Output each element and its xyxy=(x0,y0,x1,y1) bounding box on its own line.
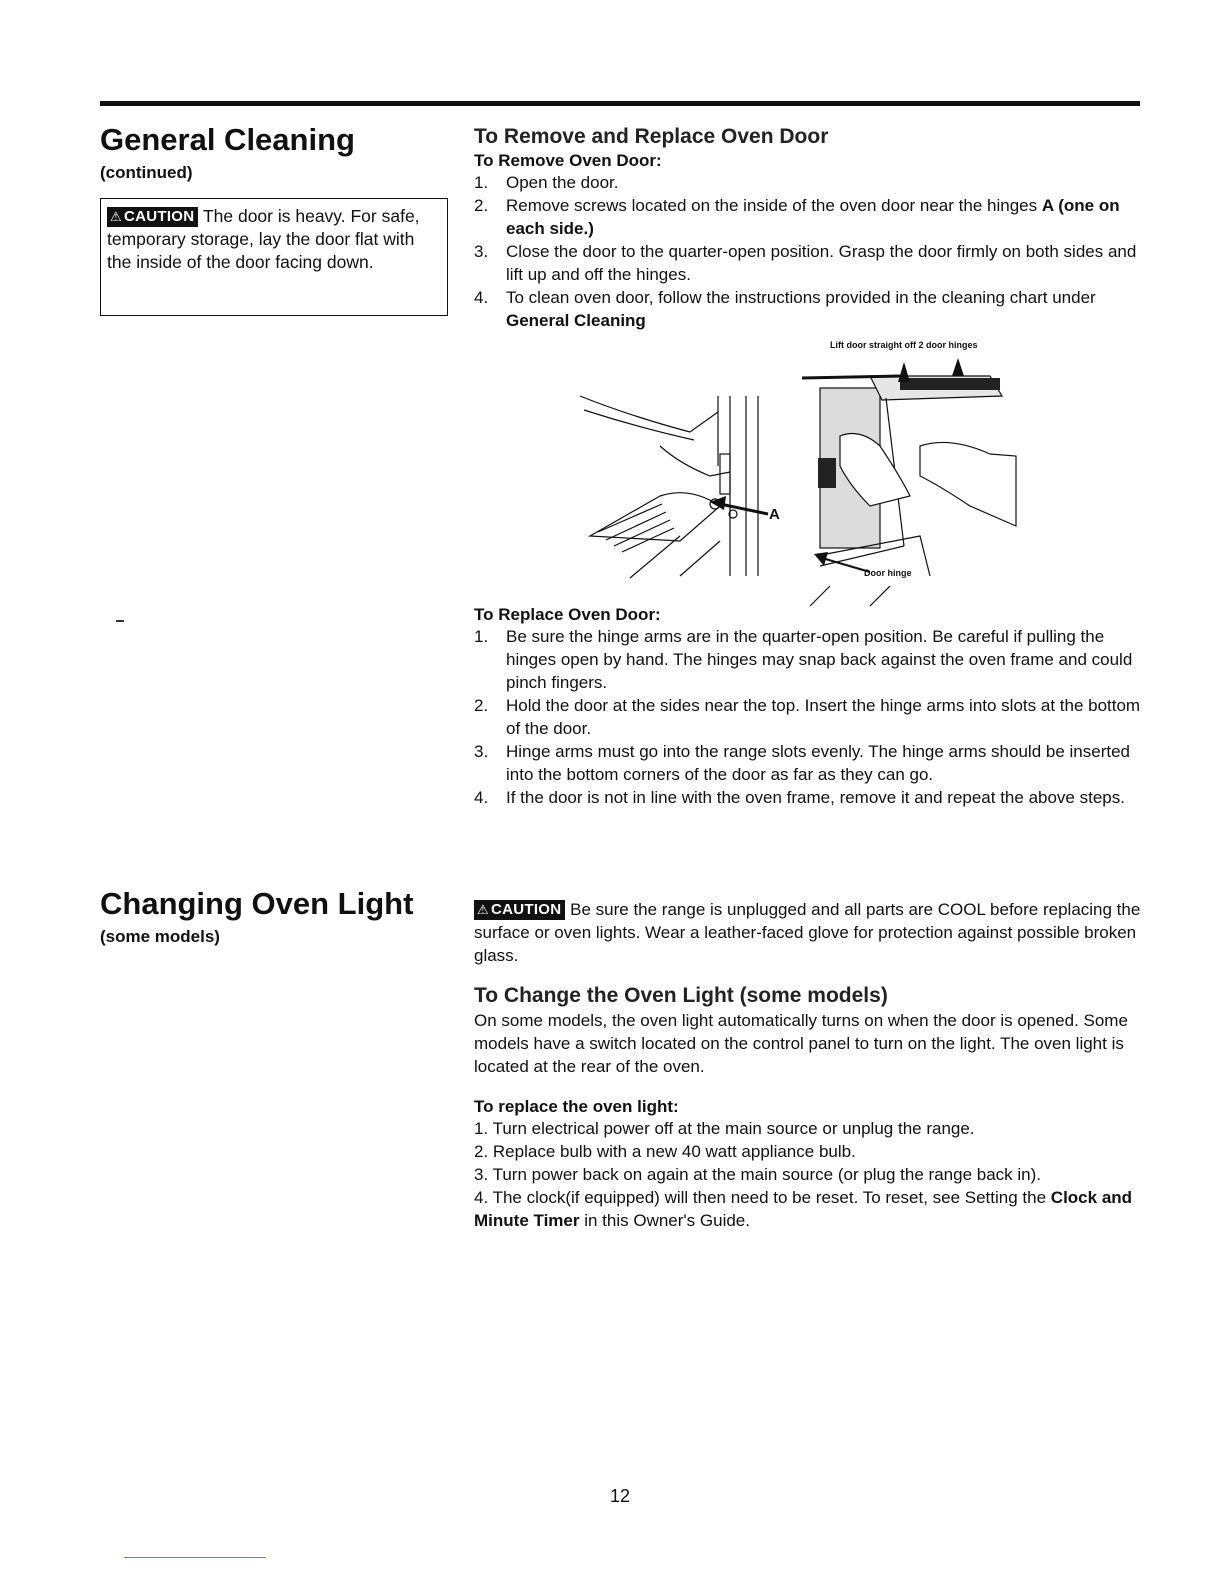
step-bold-text: A (one on each side.) xyxy=(506,196,1120,238)
step-text: Hinge arms must go into the range slots evenly. The hinge arms should be inserted into the bottom corners of the door as far as they can go. xyxy=(506,742,1130,784)
stray-mark xyxy=(116,620,124,622)
general-cleaning-title: General Cleaning xyxy=(100,122,355,157)
step-number: 3. xyxy=(474,742,489,761)
oven-door-illustration xyxy=(570,336,1040,612)
step-number: 4. xyxy=(474,788,489,807)
replace-step xyxy=(474,786,1144,809)
caution-badge xyxy=(107,207,198,227)
step-text: To clean oven door, follow the instructions provided in the cleaning chart under xyxy=(506,288,1096,307)
step-bold-text: General Cleaning xyxy=(506,311,646,330)
step-number: 3. xyxy=(474,242,489,261)
replace-steps xyxy=(474,625,1144,809)
light-step: 2. Replace bulb with a new 40 watt appliance bulb. xyxy=(474,1142,856,1161)
remove-step xyxy=(474,286,1144,332)
step-number: 1. xyxy=(474,627,489,646)
step-text: Close the door to the quarter-open position. Grasp the door firmly on both sides and lift up and off the hinges. xyxy=(506,242,1137,284)
remove-steps xyxy=(474,171,1144,332)
replace-light-heading: To replace the oven light: xyxy=(474,1097,679,1116)
remove-heading: To Remove Oven Door: xyxy=(474,151,662,170)
door-caution-box xyxy=(100,198,448,316)
step-text: Remove screws located on the inside of the oven door near the hinges xyxy=(506,196,1038,215)
remove-replace-section xyxy=(474,124,1144,332)
bottom-edge-line xyxy=(124,1557,266,1558)
step-number: 2. xyxy=(474,196,489,215)
replace-step xyxy=(474,694,1144,740)
caution-badge xyxy=(474,900,565,920)
change-light-intro: On some models, the oven light automatically turns on when the door is opened. Some models have a switch located on the control panel to turn on the light. The oven light is located at the rear of the oven. xyxy=(474,1011,1128,1076)
light-step: 1. Turn electrical power off at the main source or unplug the range. xyxy=(474,1119,975,1138)
oven-light-subtitle: (some models) xyxy=(100,927,220,946)
light-step: 3. Turn power back on again at the main source (or plug the range back in). xyxy=(474,1165,1041,1184)
replace-heading: To Replace Oven Door: xyxy=(474,605,661,624)
oven-light-section xyxy=(474,898,1144,1232)
step-text: Be sure the hinge arms are in the quarter-open position. Be careful if pulling the hinges open by hand. The hinges may snap back against the oven frame and could pinch fingers. xyxy=(506,627,1133,692)
light-step-tail: in this Owner's Guide. xyxy=(584,1211,750,1230)
step-text: If the door is not in line with the oven frame, remove it and repeat the above steps. xyxy=(506,788,1125,807)
general-cleaning-subtitle: (continued) xyxy=(100,163,193,182)
light-step-bold: Clock and Minute Timer xyxy=(474,1188,1133,1230)
figure-caption: Lift door straight off 2 door hinges xyxy=(830,340,978,350)
replace-step xyxy=(474,625,1144,694)
remove-step xyxy=(474,171,1144,194)
caution-label: CAUTION xyxy=(490,901,562,918)
top-rule xyxy=(100,101,1140,106)
step-number: 4. xyxy=(474,288,489,307)
change-light-title: To Change the Oven Light (some models) xyxy=(474,984,888,1007)
remove-replace-title: To Remove and Replace Oven Door xyxy=(474,125,829,148)
caution-text: The door is heavy. For safe, temporary storage, lay the door flat with the inside of the door facing down. xyxy=(107,206,420,272)
oven-light-caution xyxy=(474,898,1144,967)
caution-text: Be sure the range is unplugged and all parts are COOL before replacing the surface or oven lights. Wear a leather-faced glove for protection against possible broken glass. xyxy=(474,900,1141,965)
step-number: 1. xyxy=(474,173,489,192)
step-number: 2. xyxy=(474,696,489,715)
step-text: Hold the door at the sides near the top. Insert the hinge arms into slots at the bottom of the door. xyxy=(506,696,1141,738)
warning-triangle-icon: ⚠ xyxy=(477,902,489,917)
replace-door-section xyxy=(474,604,1144,809)
light-step xyxy=(474,1186,1144,1232)
step-text: Open the door. xyxy=(506,173,619,192)
page-number: 12 xyxy=(609,1486,631,1506)
replace-light-steps xyxy=(474,1117,1144,1232)
oven-light-title: Changing Oven Light xyxy=(100,886,414,921)
remove-step xyxy=(474,240,1144,286)
light-step-text: 4. The clock(if equipped) will then need to be reset. To reset, see Setting the xyxy=(474,1188,1047,1207)
figure-label-a: A xyxy=(769,506,780,523)
warning-triangle-icon: ⚠ xyxy=(110,209,122,224)
caution-label: CAUTION xyxy=(123,208,195,225)
replace-step xyxy=(474,740,1144,786)
figure-label-door-hinge: Door hinge xyxy=(864,568,912,578)
remove-step xyxy=(474,194,1144,240)
door-removal-figure xyxy=(570,336,1040,612)
